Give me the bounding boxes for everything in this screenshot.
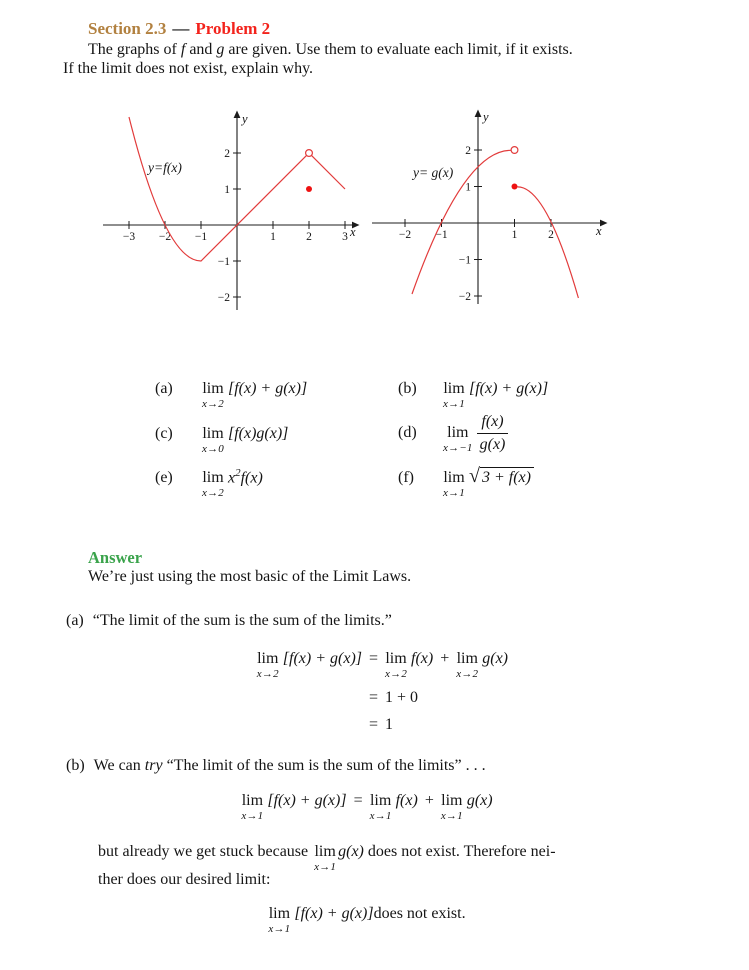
- g-y-tick-labels: [459, 145, 472, 303]
- exponent: 2: [235, 467, 241, 479]
- equation-line-3: [226, 716, 508, 734]
- radicand: 3 + f(x): [480, 467, 534, 488]
- g-ytick: 1: [465, 181, 471, 194]
- g-x-tick-labels: [399, 229, 554, 241]
- answer-a-quote: “The limit of the sum is the sum of the limits.”: [92, 612, 392, 629]
- final-tail-text: does not exist.: [373, 905, 466, 922]
- answer-item-a: [66, 612, 392, 630]
- f-ytick: −2: [217, 292, 230, 304]
- problem-c-expression: [f(x)g(x)]: [227, 425, 289, 442]
- intro-line-2: If the limit does not exist, explain why.: [63, 60, 314, 77]
- radical-icon: √: [468, 465, 480, 487]
- problem-c: [155, 425, 288, 455]
- answer-b-display-equation: [0, 792, 734, 822]
- answer-b-paragraph-line-1: but already we get stuck because lim x→1 g(x) does not exist. Therefore nei-: [98, 843, 556, 873]
- limit-operator: lim x→1: [241, 792, 264, 822]
- f-y-arrow-icon: [234, 111, 241, 119]
- limit-operator: lim x→1: [443, 380, 465, 410]
- f-curve-main: [129, 117, 306, 261]
- g-of-x: g(x): [338, 843, 364, 860]
- g-curve-label: y= g(x): [413, 165, 454, 180]
- emphasis-try: try: [144, 757, 163, 774]
- f-ytick: 1: [224, 184, 230, 196]
- problem-e-expression: $x^2f(x)$: [227, 467, 263, 487]
- limit-operator: lim x→1: [440, 792, 463, 822]
- problem-a-expression: [f(x) + g(x)]: [227, 380, 308, 397]
- limit-operator: lim x→0: [202, 425, 224, 455]
- g-y-arrow-icon: [475, 110, 482, 118]
- lhs-expression: [f(x) + g(x)]: [282, 650, 362, 667]
- problem-c-label: (c): [155, 425, 173, 442]
- equals-sign: =: [369, 650, 379, 667]
- value: 1 + 0: [385, 689, 419, 706]
- graph-f: [100, 108, 365, 323]
- limit-operator: lim x→1: [314, 843, 337, 873]
- intro-line-1: [88, 41, 718, 59]
- intro-text: The graphs of: [88, 41, 181, 58]
- problem-f: [398, 466, 534, 499]
- square-root: [469, 466, 534, 487]
- answer-b-paragraph-line-2: ther does our desired limit:: [98, 871, 271, 888]
- answer-heading: Answer: [88, 548, 143, 567]
- g-xtick: 1: [511, 229, 518, 241]
- f-xtick: −2: [158, 231, 172, 243]
- problem-number: Problem 2: [195, 19, 271, 38]
- g-symbol: g: [216, 41, 225, 58]
- g-curve-right: [518, 187, 579, 298]
- value: 1: [385, 716, 394, 733]
- rhs-term-2: g(x): [482, 650, 508, 667]
- g-open-point: [511, 147, 518, 154]
- problem-d: [398, 413, 508, 464]
- equation-line-1: [226, 650, 508, 680]
- limit-operator: lim x→2: [256, 650, 279, 680]
- answer-b-text: We can try “The limit of the sum is the sum of the limits” . . .: [93, 757, 486, 774]
- f-xtick: 1: [270, 231, 276, 243]
- problem-b: [398, 380, 548, 410]
- f-xtick: 3: [342, 231, 348, 243]
- answer-a-equation-block: [0, 650, 734, 734]
- f-x-axis-label: x: [350, 225, 356, 239]
- limit-operator: lim x→1: [443, 469, 465, 499]
- final-expression: [f(x) + g(x)]: [294, 905, 374, 922]
- f-x-tick-labels: [123, 231, 348, 243]
- f-symbol: f: [180, 41, 186, 58]
- g-ytick: −1: [458, 254, 471, 267]
- answer-item-b: [66, 757, 486, 775]
- g-xtick: −2: [398, 229, 412, 241]
- section-label: Section 2.3: [88, 19, 167, 38]
- f-axes: [103, 117, 353, 310]
- g-closed-point: [512, 184, 518, 190]
- graph-g: [370, 108, 635, 323]
- final-equation: [0, 905, 734, 935]
- f-curve-label: y=f(x): [148, 160, 182, 175]
- limit-operator: lim x→2: [385, 650, 408, 680]
- problem-e-label: (e): [155, 469, 173, 487]
- problem-b-label: (b): [398, 380, 417, 397]
- f-ytick: 2: [224, 148, 230, 160]
- f-y-tick-labels: [218, 148, 231, 304]
- g-ytick: −2: [458, 291, 471, 303]
- f-y-axis-label: y: [242, 112, 248, 126]
- intro-text: and: [185, 41, 217, 58]
- lhs-expression: [f(x) + g(x)]: [267, 792, 347, 809]
- answer-a-label: (a): [66, 612, 84, 629]
- limit-operator: lim x→2: [456, 650, 479, 680]
- answer-lead: We’re just using the most basic of the Limit Laws.: [88, 568, 412, 585]
- equals-sign: =: [369, 689, 379, 706]
- limit-operator: lim x→−1: [443, 424, 473, 454]
- rhs-term-1: f(x): [395, 792, 418, 809]
- g-axes: [372, 116, 601, 304]
- equals-sign: =: [369, 716, 379, 733]
- g-xtick: 2: [548, 229, 554, 241]
- limit-operator: lim x→2: [202, 469, 224, 500]
- problem-d-label: (d): [398, 424, 417, 441]
- f-xtick: −3: [122, 231, 136, 243]
- answer-b-label: (b): [66, 757, 85, 774]
- g-xtick: −1: [435, 229, 448, 241]
- problem-b-expression: [f(x) + g(x)]: [468, 380, 549, 397]
- problem-f-label: (f): [398, 469, 414, 486]
- limit-operator: lim x→2: [202, 380, 224, 410]
- equals-sign: =: [353, 792, 363, 809]
- page-title: [88, 19, 270, 39]
- limit-operator: lim x→1: [369, 792, 392, 822]
- fraction-denominator: g(x): [477, 433, 509, 453]
- fraction: [477, 414, 509, 453]
- rhs-term-2: g(x): [466, 792, 493, 809]
- problem-a-label: (a): [155, 380, 173, 397]
- g-y-axis-label: y: [483, 110, 489, 124]
- problem-a: [155, 380, 307, 410]
- f-closed-point: [306, 186, 312, 192]
- intro-text: are given. Use them to evaluate each limit, if it exists.: [224, 41, 573, 58]
- g-ytick: 2: [465, 145, 471, 157]
- fraction-numerator: f(x): [481, 413, 504, 430]
- plus-sign: +: [440, 650, 450, 667]
- problem-e: [155, 467, 263, 499]
- limit-operator: lim x→1: [268, 905, 291, 935]
- plus-sign: +: [424, 792, 434, 809]
- f-open-point: [306, 150, 313, 157]
- title-dash: —: [172, 19, 190, 38]
- f-curve-right: [312, 156, 345, 189]
- f-xtick: 2: [306, 231, 312, 243]
- rhs-term-1: f(x): [411, 650, 434, 667]
- equation-line-2: [226, 689, 508, 707]
- f-xtick: −1: [194, 231, 208, 243]
- f-ytick: −1: [217, 256, 230, 268]
- g-x-axis-label: x: [596, 224, 602, 238]
